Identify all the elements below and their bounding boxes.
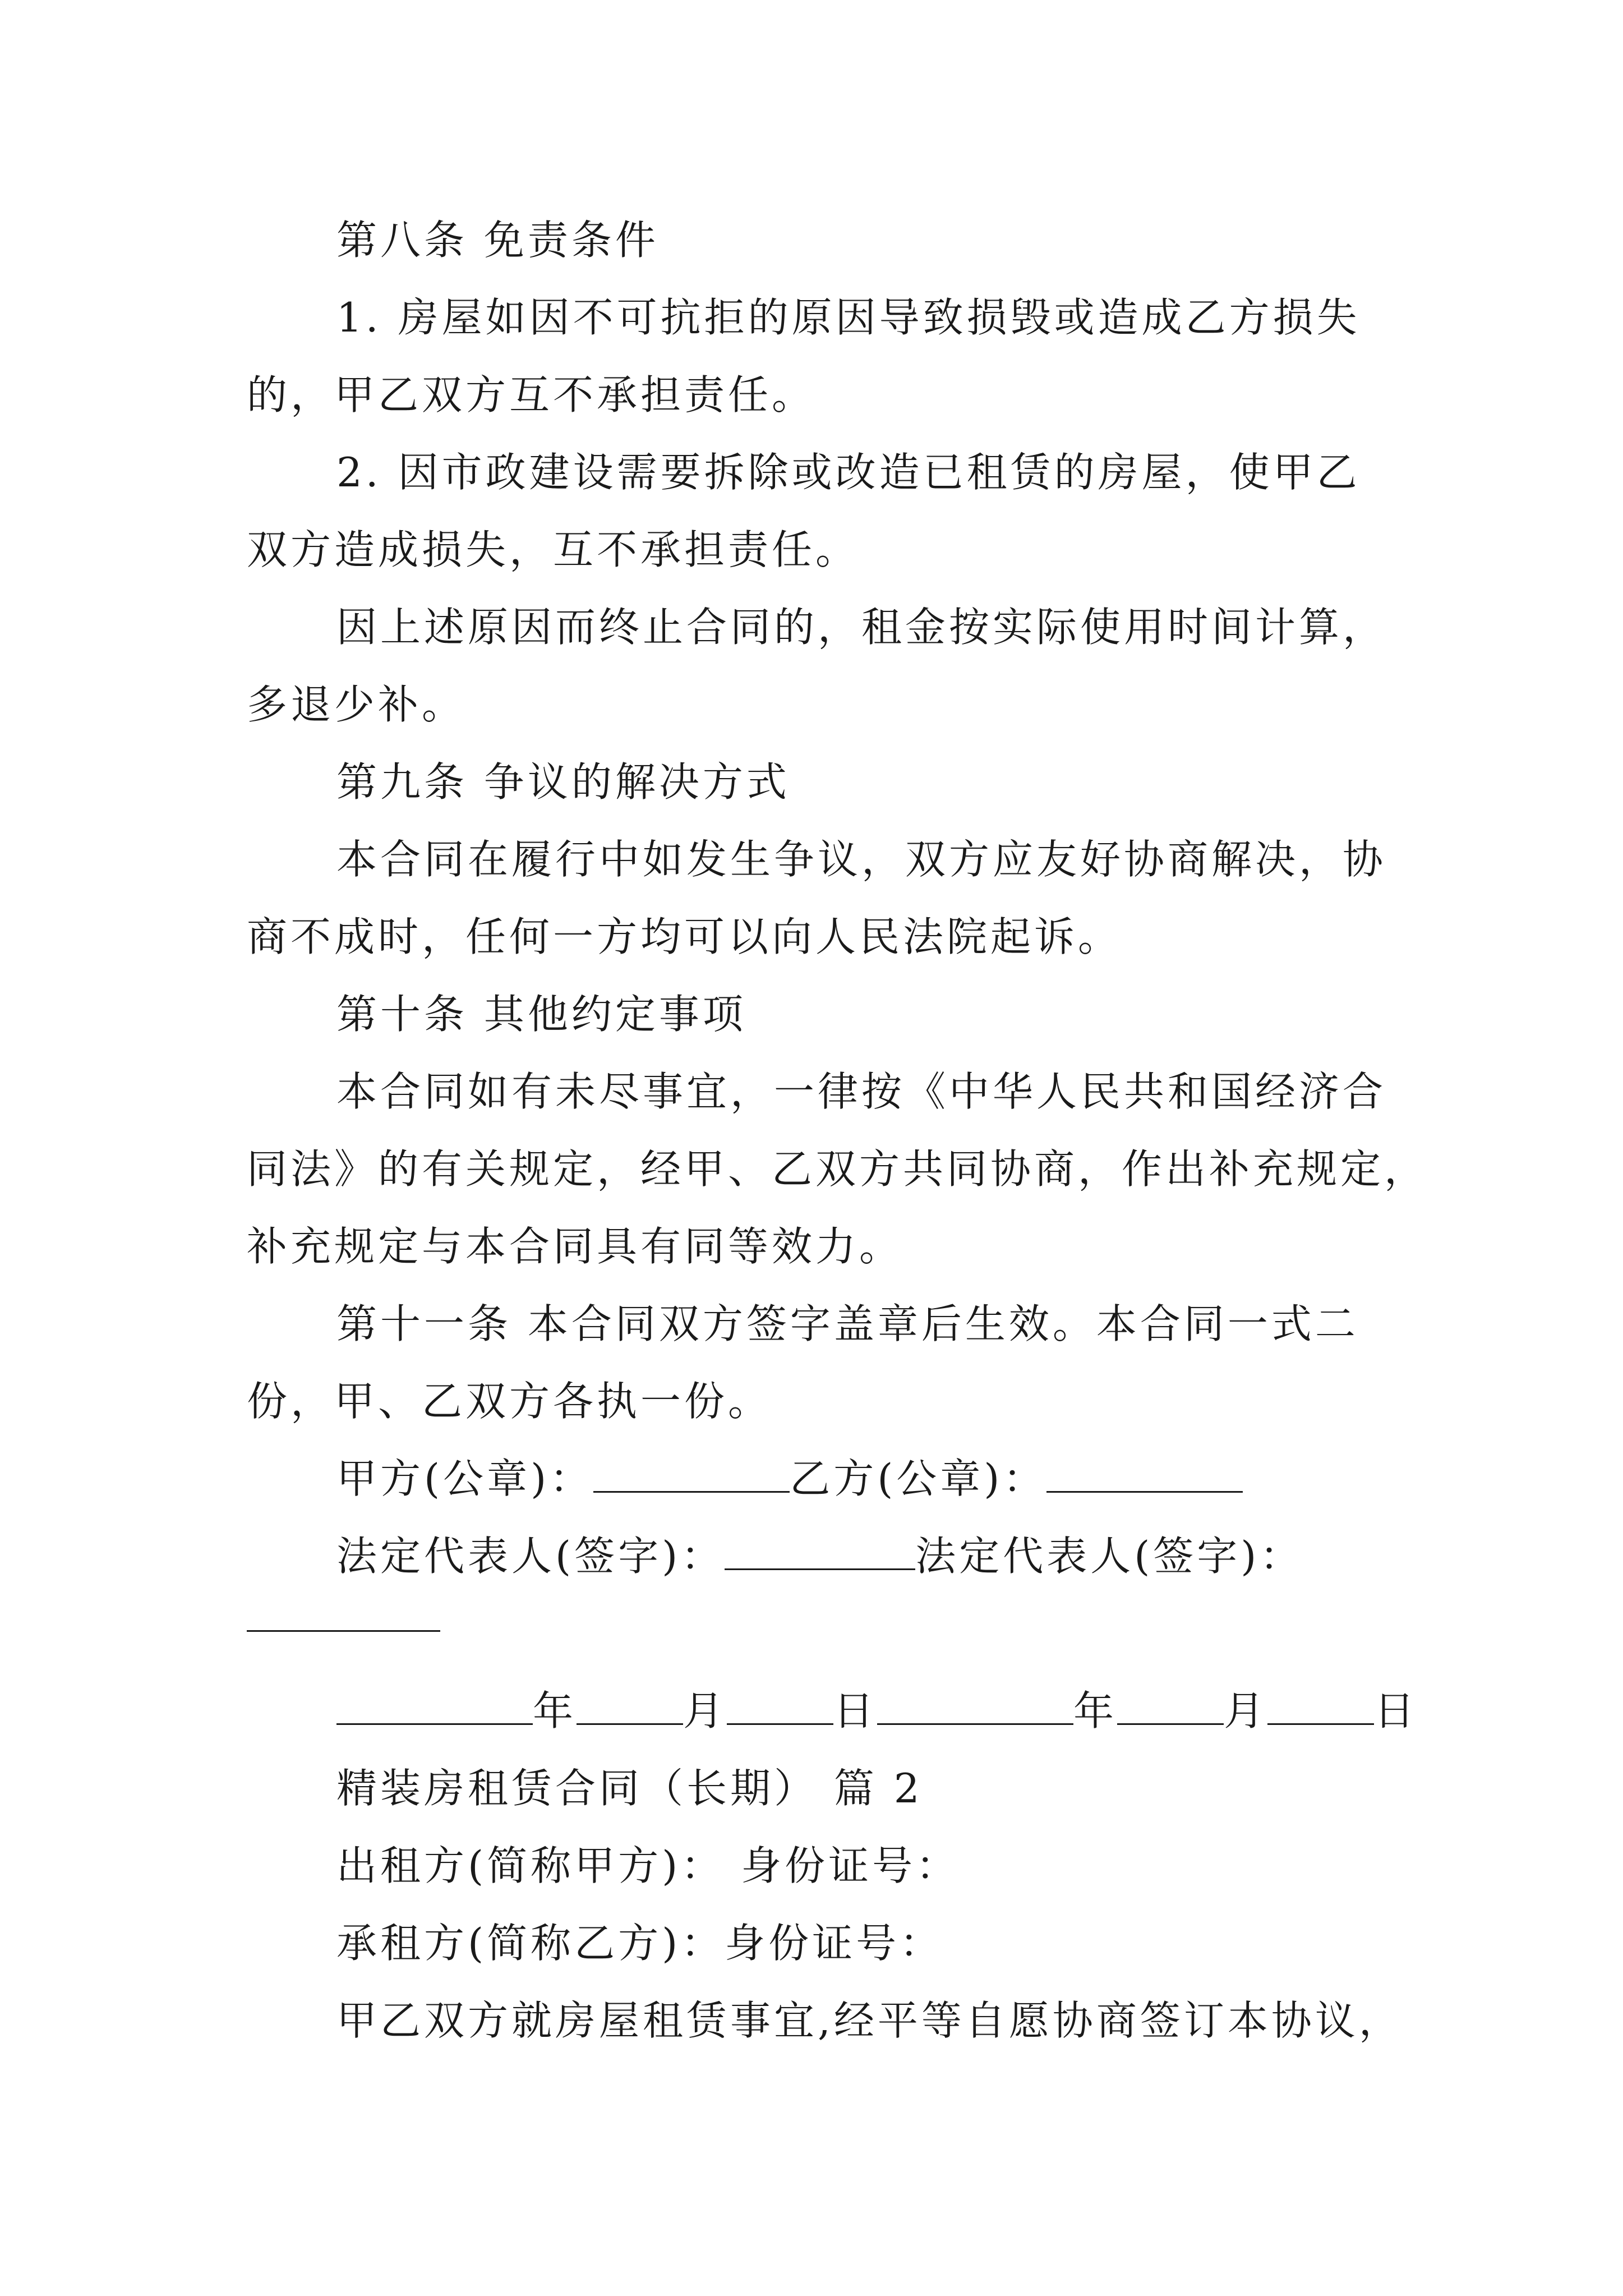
paragraph-line: 1. 房屋如因不可抗拒的原因导致损毁或造成乙方损失 <box>336 294 1361 341</box>
legal-rep-b-label: 法定代表人(签字)： <box>915 1533 1304 1580</box>
paragraph-line: 商不成时，任何一方均可以向人民法院起诉。 <box>247 913 1122 960</box>
party-a-seal-blank <box>593 1452 790 1493</box>
legal-rep-line <box>336 1529 1469 1583</box>
date-b-day-blank <box>1267 1684 1374 1725</box>
date-a-day-blank <box>727 1684 833 1725</box>
paragraph-line: 份，甲、乙双方各执一份。 <box>247 1378 772 1425</box>
year-label: 年 <box>1073 1687 1118 1734</box>
party-b-seal-blank <box>1046 1452 1243 1493</box>
legal-rep-b-blank <box>247 1630 440 1632</box>
date-b-month-blank <box>1117 1684 1224 1725</box>
intro-line: 甲乙双方就房屋租赁事宜,经平等自愿协商签订本协议， <box>336 1997 1403 2044</box>
date-a-year-blank <box>336 1684 533 1725</box>
paragraph-line: 补充规定与本合同具有同等效力。 <box>247 1223 903 1270</box>
article-9-heading: 第九条 争议的解决方式 <box>336 758 790 806</box>
day-label: 日 <box>833 1687 878 1734</box>
article-11-line: 第十一条 本合同双方签字盖章后生效。本合同一式二 <box>336 1300 1359 1347</box>
party-a-seal-label: 甲方(公章)： <box>336 1455 594 1502</box>
date-line <box>336 1684 1469 1738</box>
legal-rep-a-label: 法定代表人(签字)： <box>336 1533 725 1580</box>
month-label: 月 <box>1224 1687 1268 1734</box>
month-label: 月 <box>683 1687 727 1734</box>
paragraph-line: 同法》的有关规定，经甲、乙双方共同协商，作出补充规定， <box>247 1145 1428 1193</box>
date-b-year-blank <box>877 1684 1073 1725</box>
paragraph-line: 双方造成损失，互不承担责任。 <box>247 526 860 573</box>
article-10-heading: 第十条 其他约定事项 <box>336 991 746 1038</box>
party-b-seal-label: 乙方(公章)： <box>790 1455 1047 1502</box>
date-a-month-blank <box>577 1684 683 1725</box>
section-2-title: 精装房租赁合同（长期） 篇 2 <box>336 1765 923 1812</box>
lessor-line: 出租方(简称甲方)： 身份证号： <box>336 1842 960 1889</box>
seal-line <box>336 1452 1469 1506</box>
article-8-heading: 第八条 免责条件 <box>336 217 659 264</box>
year-label: 年 <box>533 1687 577 1734</box>
day-label: 日 <box>1374 1687 1418 1734</box>
paragraph-line: 因上述原因而终止合同的，租金按实际使用时间计算， <box>336 604 1387 651</box>
legal-rep-a-blank <box>725 1529 915 1570</box>
paragraph-line: 本合同如有未尽事宜，一律按《中华人民共和国经济合 <box>336 1068 1387 1115</box>
paragraph-line: 的，甲乙双方互不承担责任。 <box>247 371 816 418</box>
lessee-line: 承租方(简称乙方)：身份证号： <box>336 1920 944 1967</box>
paragraph-line: 本合同在履行中如发生争议，双方应友好协商解决，协 <box>336 836 1387 883</box>
paragraph-line: 多退少补。 <box>247 681 466 728</box>
paragraph-line: 2. 因市政建设需要拆除或改造已租赁的房屋，使甲乙 <box>336 449 1361 496</box>
